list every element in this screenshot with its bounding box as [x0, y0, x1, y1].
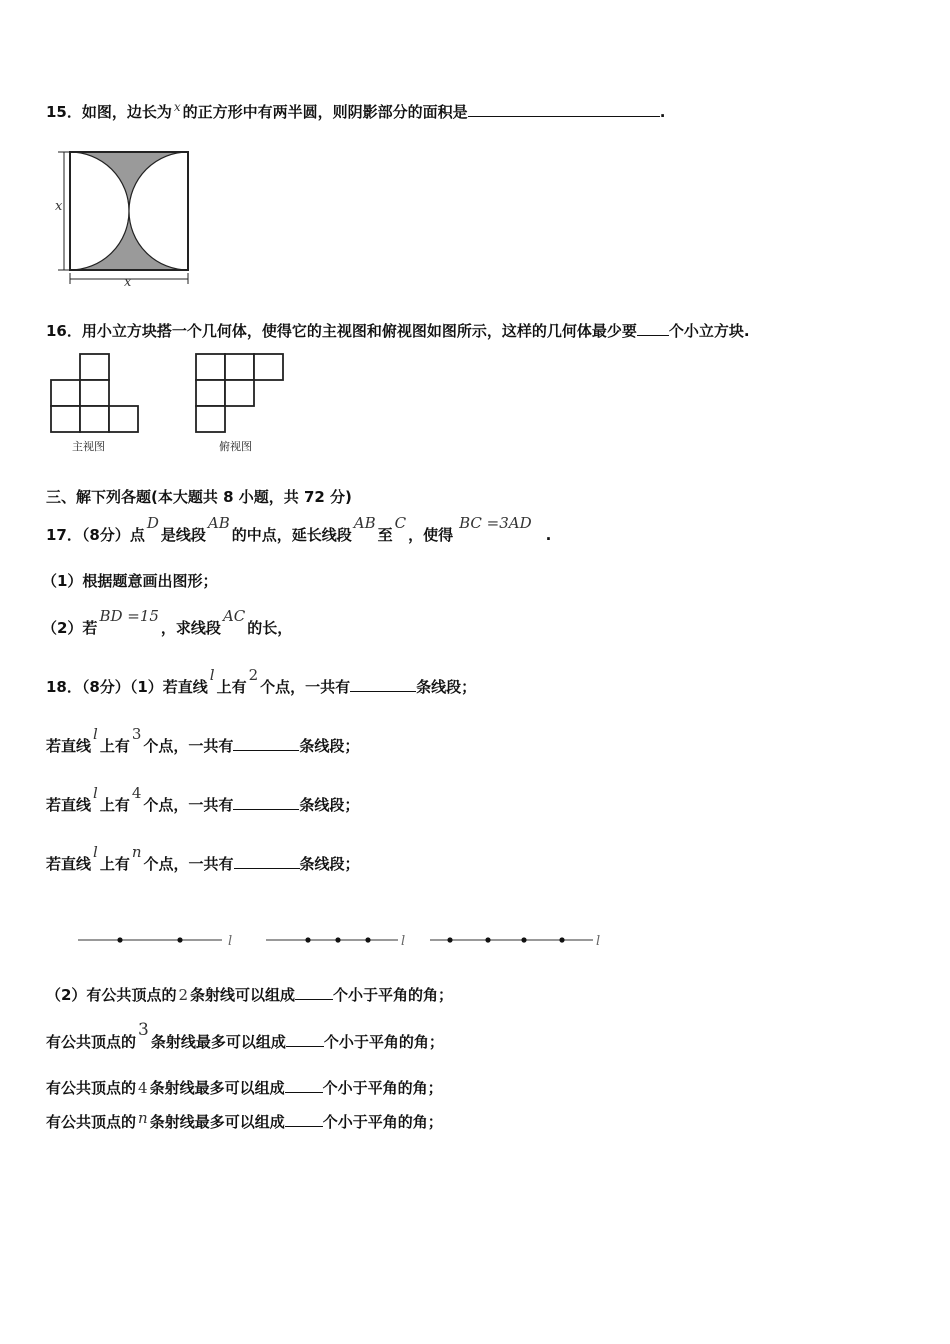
var-n: n [138, 1109, 148, 1127]
num-3: 3 [131, 725, 142, 743]
var-l: l [93, 784, 98, 802]
num-4: 4 [131, 784, 142, 802]
var-l: l [93, 843, 98, 861]
q17-part1: （1）根据题意画出图形； [42, 572, 218, 590]
num-2: 2 [248, 666, 259, 684]
top-view-figure [195, 352, 287, 456]
q18-part2-line2: 有公共顶点的3条射线最多可以组成 个小于平角的角； [46, 1020, 444, 1051]
fig-label-left: x [55, 199, 63, 214]
q18-part2-line3: 有公共顶点的 4 条射线最多可以组成 个小于平角的角； [46, 1079, 443, 1097]
answer-blank[interactable] [285, 1078, 323, 1093]
answer-blank[interactable] [234, 854, 300, 869]
num-3: 3 [138, 1020, 149, 1040]
answer-blank[interactable] [233, 795, 299, 810]
q17-text: 17．（8分）点D是线段AB的中点，延长线段AB至C，使得BC =3AD. [46, 514, 552, 544]
var-AB: AB [207, 514, 230, 532]
var-AB: AB [353, 514, 376, 532]
var-n: n [131, 843, 142, 861]
answer-blank[interactable] [637, 321, 669, 336]
q18-part1-line2: 若直线l上有3个点，一共有 条线段； [46, 725, 360, 755]
front-view-caption: 主视图 [72, 440, 105, 453]
answer-blank[interactable] [468, 102, 660, 117]
num-4: 4 [138, 1079, 148, 1097]
var-AC: AC [222, 607, 246, 625]
fig-label-bottom: x [124, 275, 132, 290]
answer-blank[interactable] [295, 985, 333, 1000]
var-l: l [209, 666, 215, 684]
line-label: l [401, 934, 406, 949]
line-label: l [228, 934, 233, 949]
q15-text: 15．如图，边长为 $^x$ 的正方形中有两半圆，则阴影部分的面积是 . [46, 100, 666, 121]
equation: BD =15 [99, 607, 159, 625]
q18-part2-line4: 有公共顶点的 n 条射线最多可以组成 个小于平角的角； [46, 1109, 443, 1131]
top-view-caption: 俯视图 [219, 440, 252, 453]
equation: BC =3AD [459, 514, 532, 532]
q18-part2-line1: （2）有公共顶点的 2 条射线可以组成 个小于平角的角； [46, 986, 454, 1004]
q18-part1-line4: 若直线l上有n个点，一共有 条线段； [46, 843, 360, 873]
var-x: x [173, 100, 181, 114]
q18-part1-line3: 若直线l上有4个点，一共有 条线段； [46, 784, 360, 814]
answer-blank[interactable] [286, 1032, 324, 1047]
num-2: 2 [178, 986, 188, 1004]
q18-part1-line1: 18．（8分）（1）若直线l上有2个点，一共有 条线段； [46, 666, 477, 696]
answer-blank[interactable] [350, 677, 416, 692]
var-C: C [394, 514, 407, 532]
q16-text: 16．用小立方块搭一个几何体，使得它的主视图和俯视图如图所示，这样的几何体最少要 个小立方块. [46, 322, 750, 340]
answer-blank[interactable] [233, 736, 299, 751]
section-3-title: 三、解下列各题(本大题共 8 小题，共 72 分) [46, 488, 352, 506]
var-l: l [93, 725, 98, 743]
q17-part2: （2）若BD =15，求线段AC的长， [42, 607, 293, 637]
q15-figure [52, 146, 197, 291]
answer-blank[interactable] [285, 1112, 323, 1127]
front-view-figure [50, 352, 142, 456]
q18-points-figure [78, 928, 608, 952]
line-label: l [596, 934, 601, 949]
var-D: D [146, 514, 159, 532]
